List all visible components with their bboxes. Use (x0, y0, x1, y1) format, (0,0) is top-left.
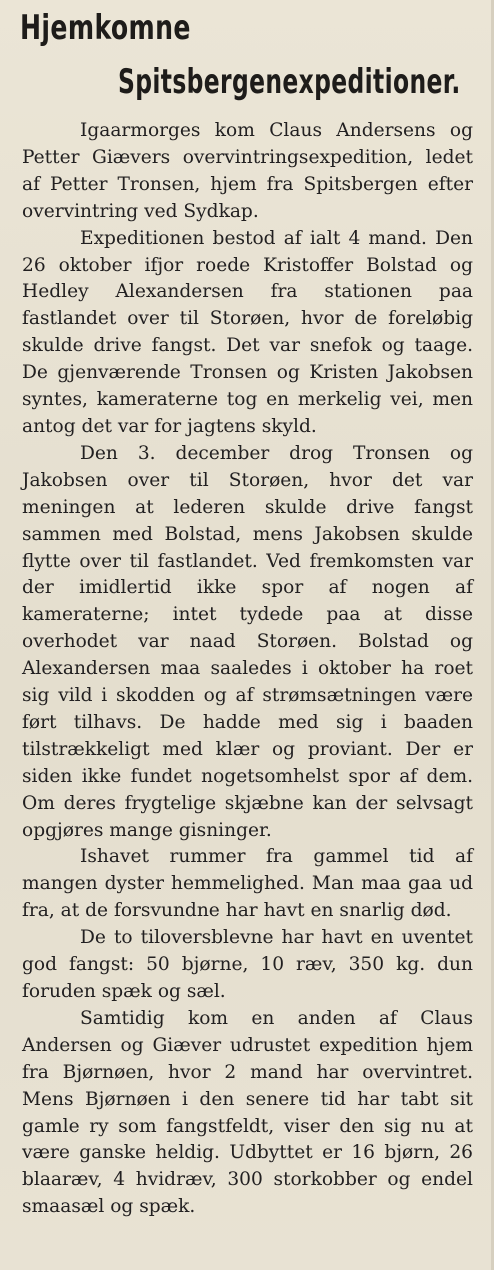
article-paragraph: Ishavet rummer fra gammel tid af mangen dyster hemmelighed. Man maa gaa ud fra, at de forsvundne har havt en snarlig død. (22, 846, 473, 922)
article-paragraph: Igaarmorges kom Claus Andersens og Petter Giævers overvintringsexpedition, ledet af Petter Tronsen, hjem fra Spitsbergen efter overvintring ved Sydkap. (22, 120, 473, 222)
article-body (22, 118, 473, 1221)
article-paragraph: De to tiloversblevne har havt en uventet god fangst: 50 bjørne, 10 ræv, 350 kg. dun foruden spæk og sæl. (22, 927, 473, 1002)
article-paragraph: Den 3. december drog Tronsen og Jakobsen over til Storøen, hvor det var meningen at lederen skulde drive fangst sammen med Bolstad, mens Jakobsen skulde flytte over til fastlandet. Ved fremkomsten var der imidlertid ikke spor af nogen af kameraterne; intet tydede paa at disse overhodet var naad Storøen. Bolstad og Alexandersen maa saaledes i oktober ha roet sig vild i skodden og af strømsætningen være ført tilhavs. De hadde med sig i baaden tilstrækkeligt med klær og proviant. Der er siden ikke fundet nogetsomhelst spor af dem. Om deres frygtelige skjæbne kan der selvsagt opgjøres mange gisninger. (22, 442, 473, 841)
article-paragraph: Samtidig kom en anden af Claus Andersen og Giæver udrustet expedition hjem fra Bjørnøen, hvor 2 mand har overvintret. Mens Bjørnøen i den senere tid har tabt sit gamle ry som fangstfeldt, viser den sig nu at være ganske heldig. Udbyttet er 16 bjørn, 26 blaaræv, 4 hvidræv, 300 storkobber og endel smaasæl og spæk. (22, 1007, 473, 1218)
headline-line-1: Hjemkomne (20, 8, 191, 48)
article-paragraph: Expeditionen bestod af ialt 4 mand. Den 26 oktober ifjor roede Kristoffer Bolstad og Hedley Alexandersen fra stationen paa fastlandet over til Storøen, hvor de foreløbig skulde drive fangst. Det var snefok og taage. De gjenværende Tronsen og Kristen Jakobsen syntes, kameraterne tog en merkelig vei, men antog det var for jagtens skyld. (22, 227, 473, 437)
headline-line-2: Spitsbergenexpeditioner. (118, 62, 461, 102)
